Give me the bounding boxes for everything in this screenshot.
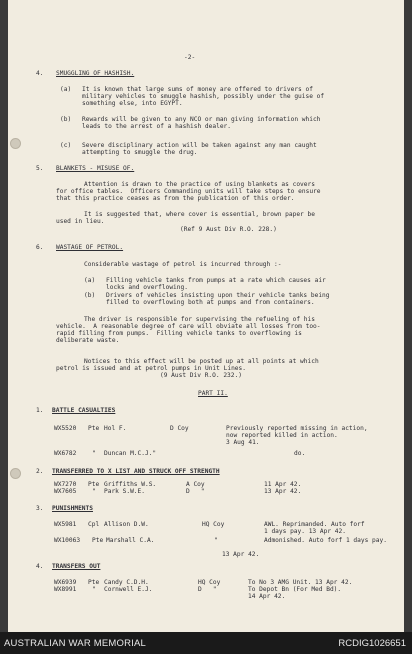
paragraph-line: The driver is responsible for supervising the refueling of his: [84, 316, 315, 323]
company: ": [214, 537, 218, 544]
remark: 11 Apr 42.: [264, 481, 302, 488]
section-title: SMUGGLING OF HASHISH.: [56, 70, 135, 77]
item-text: attempting to smuggle the drug.: [82, 149, 198, 156]
service-number: WX5981: [54, 521, 77, 528]
soldier-name: Duncan M.C.J.": [104, 450, 157, 457]
paragraph-line: deliberate waste.: [56, 337, 120, 344]
section-number: 1.: [36, 407, 44, 414]
paragraph-line: Notices to this effect will be posted up at all points at which: [84, 358, 319, 365]
remark: To Depot Bn (For Med Bd).: [248, 586, 342, 593]
paragraph-line: for office tables. Officers Commanding units will take steps to ensure: [56, 188, 321, 195]
company: HQ Coy: [198, 579, 221, 586]
item-text: Drivers of vehicles insisting upon their vehicle tanks being: [106, 292, 330, 299]
rank: Pte: [92, 537, 104, 544]
remark: Admonished. Auto forf 1 days pay.: [264, 537, 387, 544]
item-label: (c): [60, 142, 72, 149]
service-number: WX6782: [54, 450, 77, 457]
service-number: WX7270: [54, 481, 77, 488]
company: D ": [186, 488, 205, 495]
item-text: something else, into EGYPT.: [82, 100, 183, 107]
archive-footer: [0, 632, 412, 654]
page-number: -2-: [184, 54, 196, 61]
rank: ": [92, 488, 96, 495]
archive-reference: RCDIG1026651: [338, 638, 406, 649]
section-number: 4.: [36, 70, 44, 77]
paragraph-line: It is suggested that, where cover is essential, brown paper be: [84, 211, 315, 218]
item-text: Severe disciplinary action will be taken against any man caught: [82, 142, 317, 149]
item-text: locks and overflowing.: [106, 284, 188, 291]
section-number: 2.: [36, 468, 44, 475]
remark: Previously reported missing in action,: [226, 425, 368, 432]
item-text: leads to the arrest of a hashish dealer.: [82, 123, 232, 130]
section-title: TRANSFERRED TO X LIST AND STRUCK OFF STRENGTH: [52, 468, 220, 475]
item-text: Filling vehicle tanks from pumps at a rate which causes air: [106, 277, 326, 284]
soldier-name: Marshall C.A.: [106, 537, 155, 544]
remark: To No 3 AMG Unit. 13 Apr 42.: [248, 579, 353, 586]
service-number: WX10063: [54, 537, 81, 544]
rank: Cpl: [88, 521, 100, 528]
item-label: (a): [84, 277, 96, 284]
soldier-name: Candy C.D.H.: [104, 579, 149, 586]
service-number: WX7605: [54, 488, 77, 495]
section-title: BATTLE CASUALTIES: [52, 407, 116, 414]
archive-name: AUSTRALIAN WAR MEMORIAL: [4, 638, 147, 649]
remark: AWL. Reprimanded. Auto forf: [264, 521, 365, 528]
paragraph-line: Attention is drawn to the practice of using blankets as covers: [84, 181, 315, 188]
paragraph-line: vehicle. A reasonable degree of care will obviate all losses from too-: [56, 323, 321, 330]
remark: do.: [294, 450, 306, 457]
service-number: WX5520: [54, 425, 77, 432]
service-number: WX6939: [54, 579, 77, 586]
paragraph-line: used in lieu.: [56, 218, 105, 225]
punch-hole: [10, 138, 21, 149]
item-text: military vehicles to smuggle hashish, possibly under the guise of: [82, 93, 325, 100]
section-title: PUNISHMENTS: [52, 505, 93, 512]
section-number: 4.: [36, 563, 44, 570]
part-title: PART II.: [198, 390, 228, 397]
remark: 1 days pay. 13 Apr 42.: [264, 528, 346, 535]
service-number: WX8991: [54, 586, 77, 593]
document-page: [8, 0, 404, 632]
soldier-name: Hol F.: [104, 425, 127, 432]
item-text: filled to overflowing both at pumps and from containers.: [106, 299, 315, 306]
soldier-name: Cornwell E.J.: [104, 586, 153, 593]
item-text: It is known that large sums of money are offered to drivers of: [82, 86, 313, 93]
company: A Coy: [186, 481, 205, 488]
remark: 3 Aug 41.: [226, 439, 260, 446]
punch-hole: [10, 468, 21, 479]
item-label: (a): [60, 86, 72, 93]
remark: 13 Apr 42.: [222, 551, 260, 558]
section-title: WASTAGE OF PETROL.: [56, 244, 124, 251]
paragraph-line: petrol is issued and at petrol pumps in Unit Lines.: [56, 365, 246, 372]
section-title: TRANSFERS OUT: [52, 563, 101, 570]
reference: (Ref 9 Aust Div R.O. 228.): [180, 226, 277, 233]
rank: Pte: [88, 425, 100, 432]
rank: Pte: [88, 579, 100, 586]
item-text: Rewards will be given to any NCO or man giving information which: [82, 116, 321, 123]
soldier-name: Griffiths W.S.: [104, 481, 157, 488]
paragraph-line: Considerable wastage of petrol is incurred through :-: [84, 261, 282, 268]
paragraph-line: rapid filling from pumps. Filling vehicle tanks to overflowing is: [56, 330, 302, 337]
remark: now reported killed in action.: [226, 432, 338, 439]
section-title: BLANKETS - MISUSE OF.: [56, 165, 135, 172]
soldier-name: Allison D.W.: [104, 521, 149, 528]
section-number: 3.: [36, 505, 44, 512]
company: D ": [198, 586, 217, 593]
rank: Pte: [88, 481, 100, 488]
section-number: 5.: [36, 165, 44, 172]
paragraph-line: that this practice ceases as from the publication of this order.: [56, 195, 295, 202]
item-label: (b): [84, 292, 96, 299]
rank: ": [92, 450, 96, 457]
rank: ": [92, 586, 96, 593]
company: D Coy: [170, 425, 189, 432]
reference: (9 Aust Div R.O. 232.): [160, 372, 242, 379]
soldier-name: Park S.W.E.: [104, 488, 145, 495]
company: HQ Coy: [202, 521, 225, 528]
remark: 13 Apr 42.: [264, 488, 302, 495]
item-label: (b): [60, 116, 72, 123]
section-number: 6.: [36, 244, 44, 251]
remark: 14 Apr 42.: [248, 593, 286, 600]
